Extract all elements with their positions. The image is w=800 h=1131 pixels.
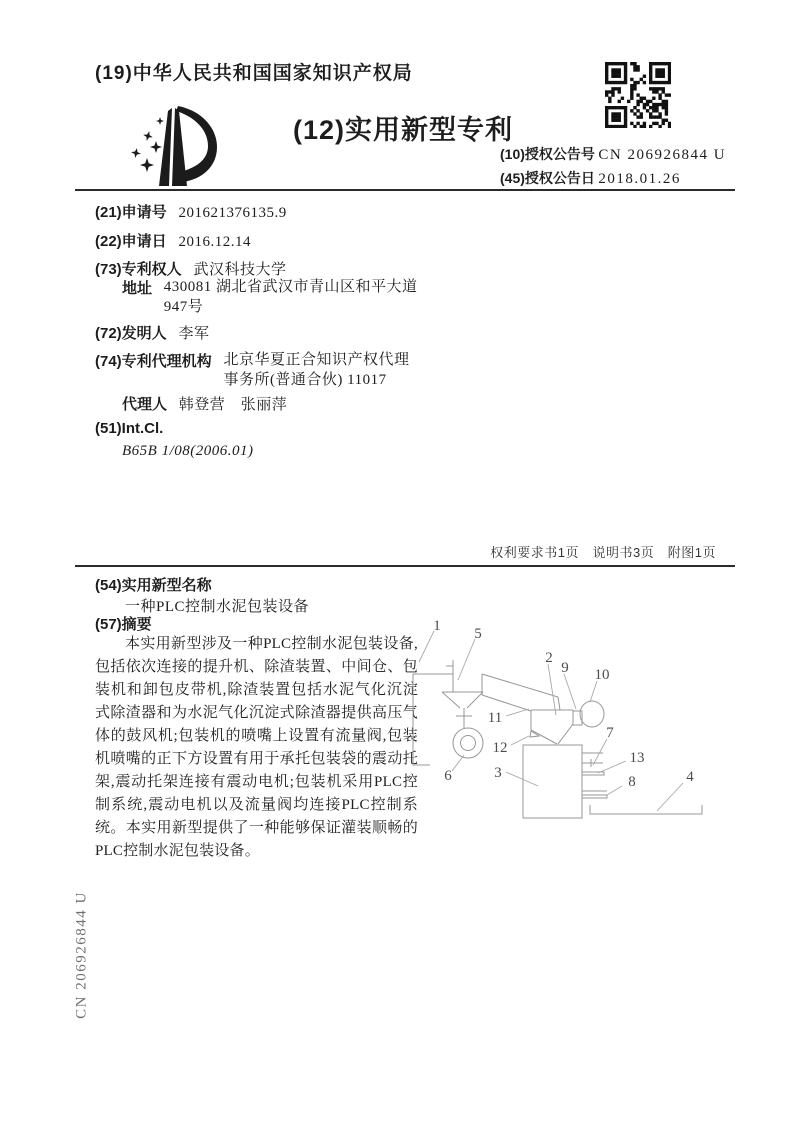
publication-number-row [500, 144, 726, 164]
address-row [95, 277, 432, 317]
logo-stars [130, 117, 164, 172]
agency-row [95, 350, 415, 390]
figure-label-8: 8 [628, 774, 636, 790]
address-label: 地址 [122, 280, 153, 297]
pages-summary: 权利要求书1页 说明书3页 附图1页 [490, 545, 716, 560]
sipo-logo [123, 96, 223, 191]
application-number-label: (21)申请号 [95, 204, 167, 221]
application-date-value: 2016.12.14 [178, 234, 251, 250]
document-type-title: (12)实用新型专利 [293, 115, 514, 145]
figure-label-9: 9 [561, 660, 569, 676]
figure-label-11: 11 [487, 710, 503, 726]
patent-figure [410, 612, 710, 832]
int-cl-value: B65B 1/08(2006.01) [122, 443, 254, 459]
address-value: 430081 湖北省武汉市青山区和平大道947号 [163, 279, 418, 315]
sidebar-document-code: CN 206926844 U [73, 891, 90, 1019]
figure-label-10: 10 [594, 667, 610, 683]
patentee-label: (73)专利权人 [95, 261, 182, 278]
publication-date-label: (45)授权公告日 [500, 170, 595, 186]
figure-label-13: 13 [629, 750, 645, 766]
agency-value: 北京华夏正合知识产权代理事务所(普通合伙) 11017 [223, 352, 410, 388]
publication-number-label: (10)授权公告号 [500, 146, 595, 162]
application-date-row [95, 230, 251, 251]
inventor-value: 李军 [178, 326, 210, 342]
application-date-label: (22)申请日 [95, 233, 167, 250]
figure-label-7: 7 [606, 725, 614, 741]
inventor-label: (72)发明人 [95, 325, 167, 342]
header-divider [75, 189, 735, 191]
int-cl-row [95, 420, 171, 438]
figure-label-5: 5 [474, 626, 482, 642]
figure-label-6: 6 [444, 768, 452, 784]
agency-label: (74)专利代理机构 [95, 353, 212, 370]
patentee-row [95, 258, 286, 279]
abstract-section-label: (57)摘要 [95, 616, 152, 633]
publication-date-value: 2018.01.26 [598, 171, 681, 187]
agent-row [95, 393, 287, 414]
qr-code [605, 62, 671, 128]
inventor-row [95, 322, 209, 343]
int-cl-label: (51)Int.Cl. [95, 420, 164, 437]
agent-label: 代理人 [122, 396, 168, 413]
utility-model-title: 一种PLC控制水泥包装设备 [125, 599, 310, 615]
publication-number-value: CN 206926844 U [598, 147, 727, 163]
figure-label-4: 4 [686, 769, 694, 785]
issuing-office: (19)中华人民共和国国家知识产权局 [95, 63, 413, 84]
application-number-row [95, 201, 287, 222]
application-number-value: 201621376135.9 [178, 205, 287, 221]
patentee-value: 武汉科技大学 [193, 262, 287, 278]
figure-label-12: 12 [492, 740, 508, 756]
publication-date-row [500, 168, 681, 188]
biblio-divider [75, 565, 735, 567]
title-section-label: (54)实用新型名称 [95, 577, 212, 594]
abstract-text: 本实用新型涉及一种PLC控制水泥包装设备,包括依次连接的提升机、除渣装置、中间仓、包装机和卸包皮带机,除渣装置包括水泥气化沉淀式除渣器和为水泥气化沉淀式除渣器提供高压气体的鼓风机;包装机的喷嘴上设置有流量阀,包装机喷嘴的正下方设置有用于承托包装袋的震动托架,震动托架连接有震动电机;包装机采用PLC控制系统,震动电机以及流量阀均连接PLC控制系统。本实用新型提供了一种能够保证灌装顺畅的PLC控制水泥包装设备。 [95, 636, 418, 859]
agent-value: 韩登营 张丽萍 [178, 397, 288, 413]
figure-label-1: 1 [433, 618, 441, 634]
int-cl-class-row [95, 443, 253, 460]
figure-label-3: 3 [494, 765, 502, 781]
figure-label-2: 2 [545, 650, 553, 666]
